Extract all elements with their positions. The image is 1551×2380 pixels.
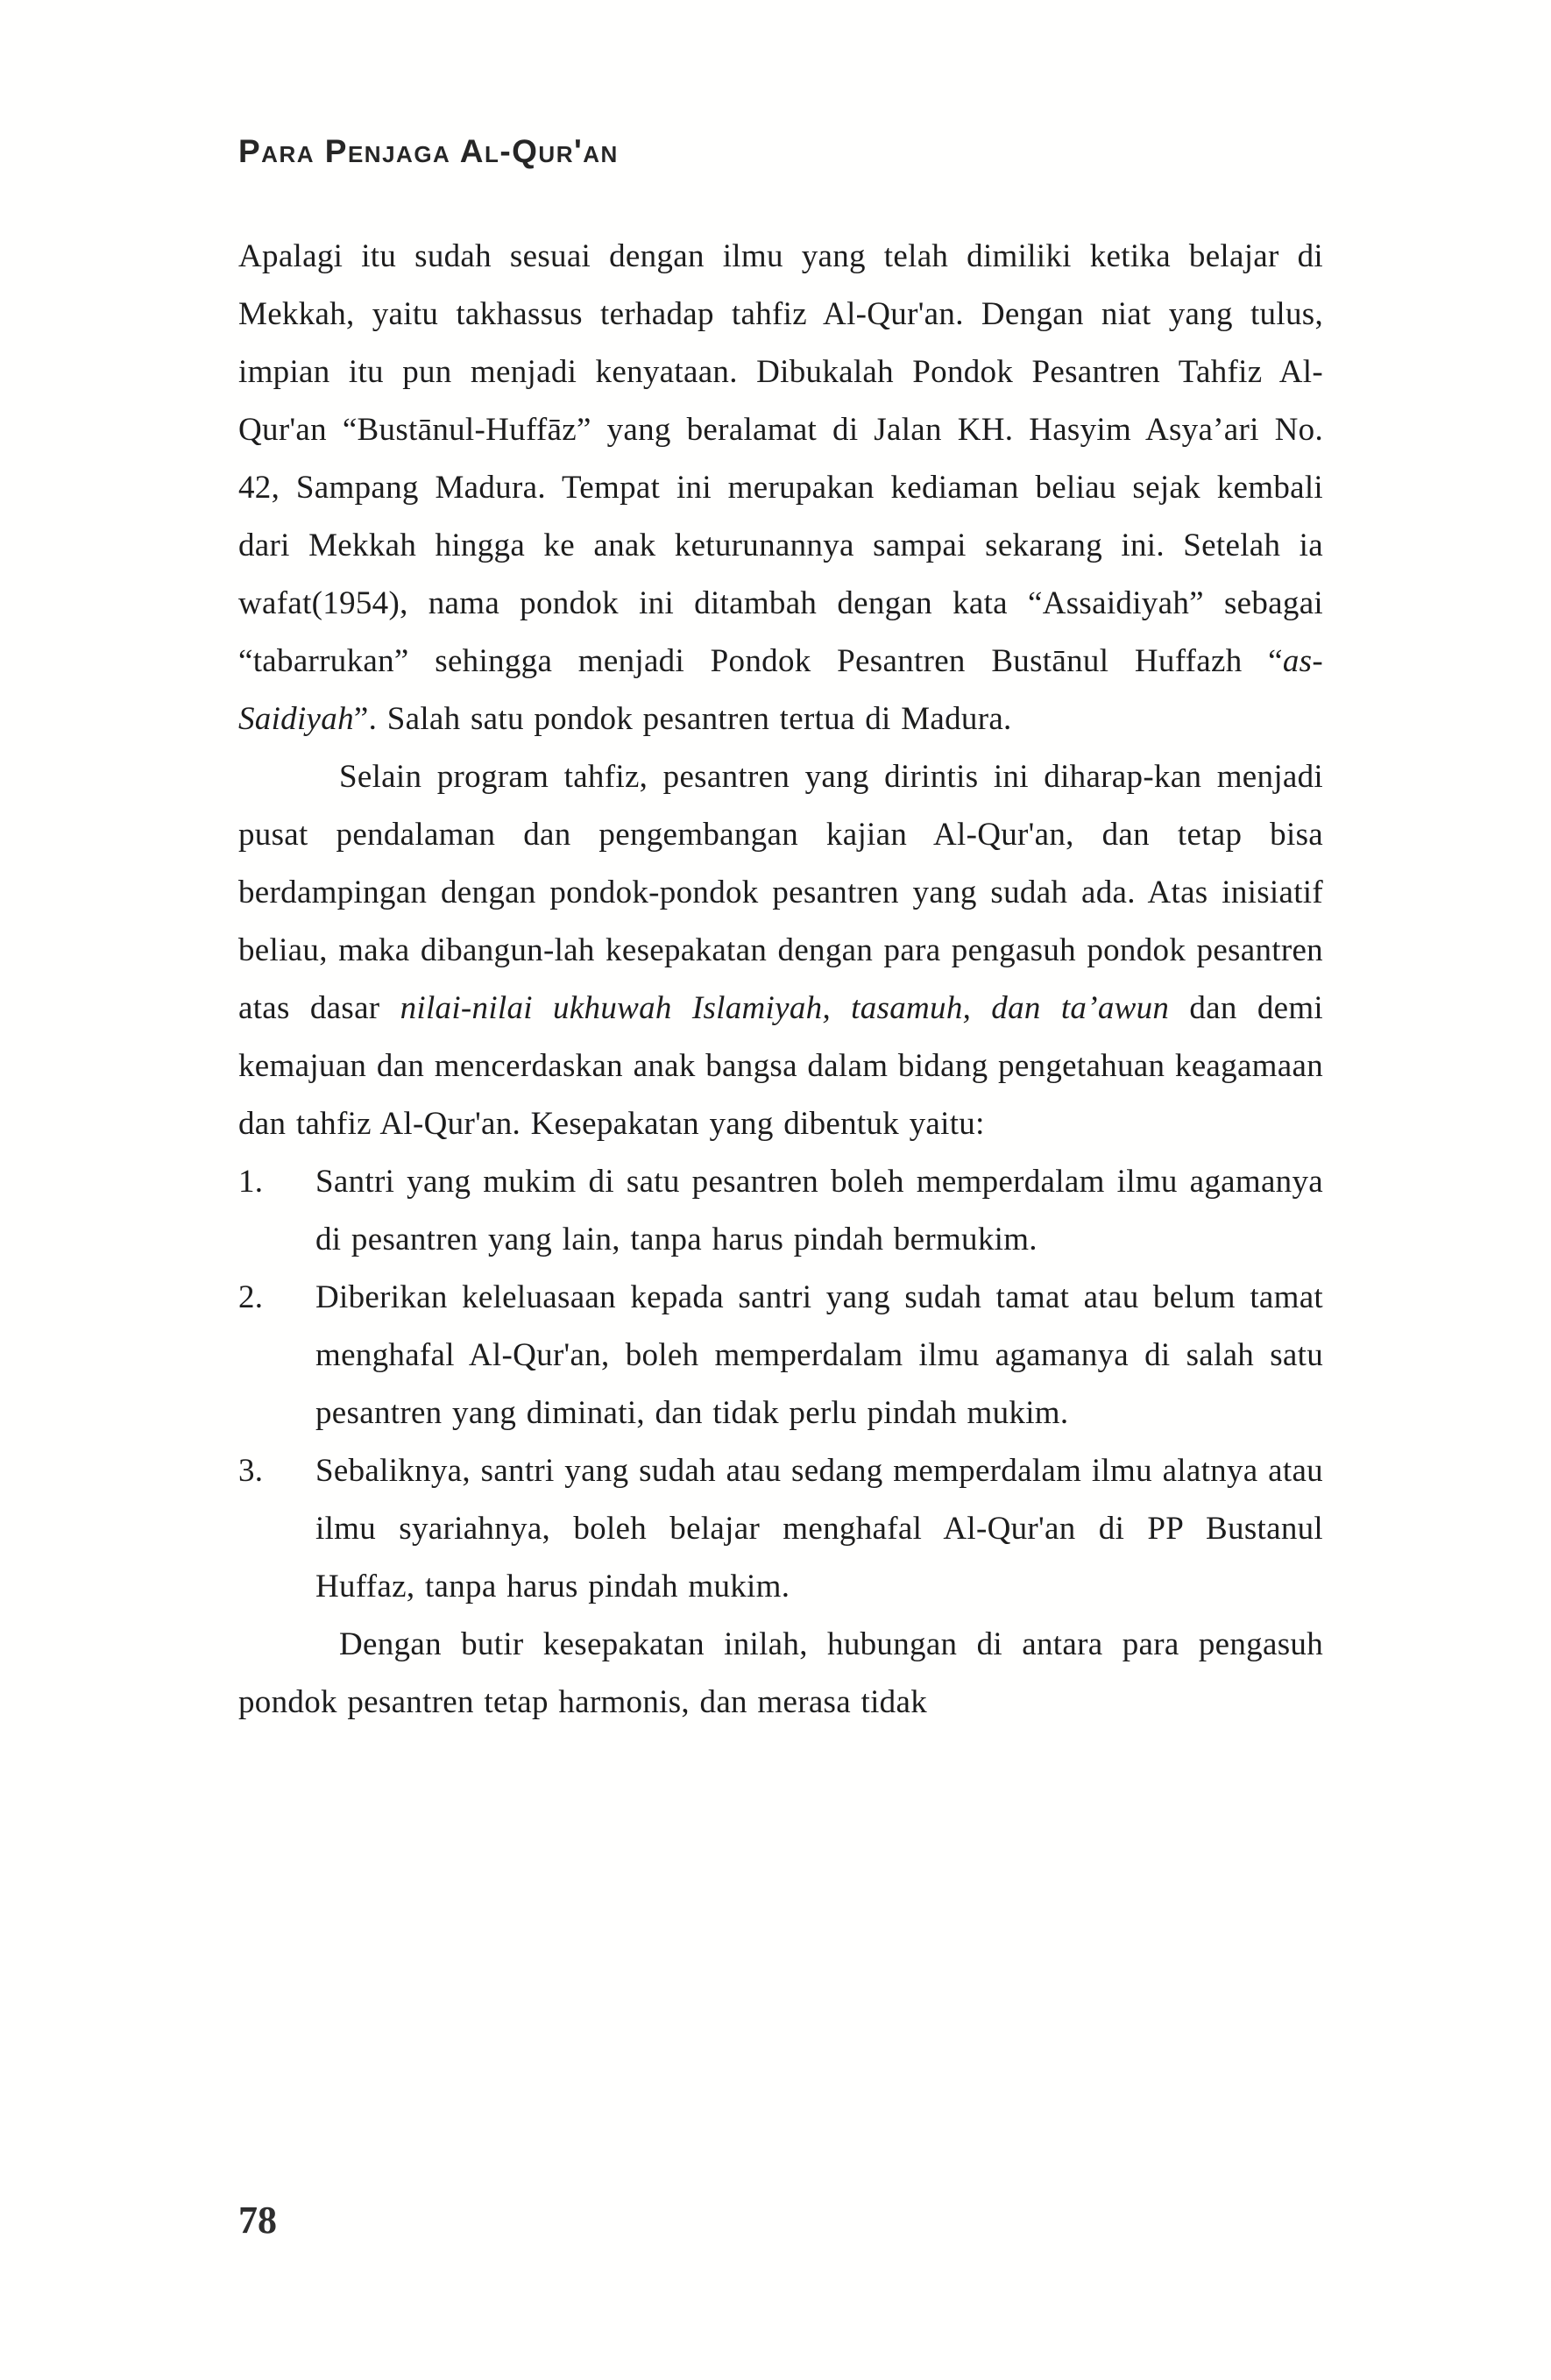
body-text bbox=[238, 228, 1323, 1732]
list-item bbox=[238, 1269, 1323, 1442]
paragraph-1 bbox=[238, 228, 1323, 748]
paragraph-2-text-end: dan demi kemajuan dan mencerdaskan anak bangsa dalam bidang pengetahuan keagamaan dan tahfiz Al-Qur'an. Kesepakatan yang dibentuk yaitu: bbox=[238, 990, 1324, 1142]
list-item-text: Diberikan keleluasaan kepada santri yang sudah tamat atau belum tamat menghafal Al-Qur'an, boleh memperdalam ilmu agamanya di salah satu pesantren yang diminati, dan tidak perlu pindah mukim. bbox=[315, 1279, 1323, 1431]
paragraph-3: Dengan butir kesepakatan inilah, hubungan di antara para pengasuh pondok pesantren tetap harmonis, dan merasa tidak bbox=[238, 1626, 1323, 1720]
paragraph-1-italic: as-Saidiyah bbox=[238, 643, 1323, 737]
paragraph-1-text: Apalagi itu sudah sesuai dengan ilmu yang telah dimiliki ketika belajar di Mekkah, yaitu takhassus terhadap tahfiz Al-Qur'an. Dengan niat yang tulus, impian itu pun menjadi kenyataan. Dibukalah Pondok Pesantren Tahfiz Al-Qur'an “Bustānul-Huffāz” yang beralamat di Jalan KH. Hasyim Asya’ari No. 42, Sampang Madura. Tempat ini merupakan kediaman beliau sejak kembali dari Mekkah hingga ke anak keturunannya sampai sekarang ini. Setelah ia wafat(1954), nama pondok ini ditambah dengan kata “Assaidiyah” sebagai “tabarrukan” sehingga menjadi Pondok Pesantren Bustānul Huffazh “ bbox=[238, 238, 1323, 679]
list-item-number: 2. bbox=[238, 1279, 264, 1315]
paragraph-2 bbox=[238, 748, 1323, 1153]
list-item bbox=[238, 1442, 1323, 1616]
paragraph-1-text-end: ”. Salah satu pondok pesantren tertua di Madura. bbox=[353, 701, 1012, 737]
text-block bbox=[238, 133, 1323, 1732]
page-number: 78 bbox=[238, 2199, 277, 2242]
paragraph-2-text: Selain program tahfiz, pesantren yang dirintis ini diharap-kan menjadi pusat pendalaman dan pengembangan kajian Al-Qur'an, dan tetap bisa berdampingan dengan pondok-pondok pesantren yang sudah ada. Atas inisiatif beliau, maka dibangun-lah kesepakatan dengan para pengasuh pondok pesantren atas dasar bbox=[238, 759, 1323, 1026]
list-item-number: 1. bbox=[238, 1164, 264, 1200]
paragraph-2-italic: nilai-nilai ukhuwah Islamiyah, tasamuh, dan ta’awun bbox=[400, 990, 1170, 1026]
list-item-text: Sebaliknya, santri yang sudah atau sedang memperdalam ilmu alatnya atau ilmu syariahnya, boleh belajar menghafal Al-Qur'an di PP Bustanul Huffaz, tanpa harus pindah mukim. bbox=[315, 1453, 1323, 1604]
list-item-text: Santri yang mukim di satu pesantren boleh memperdalam ilmu agamanya di pesantren yang lain, tanpa harus pindah bermukim. bbox=[315, 1164, 1323, 1257]
agreement-list bbox=[238, 1153, 1323, 1616]
running-header: Para Penjaga Al-Qur'an bbox=[238, 133, 619, 169]
list-item-number: 3. bbox=[238, 1453, 264, 1489]
list-item bbox=[238, 1153, 1323, 1269]
